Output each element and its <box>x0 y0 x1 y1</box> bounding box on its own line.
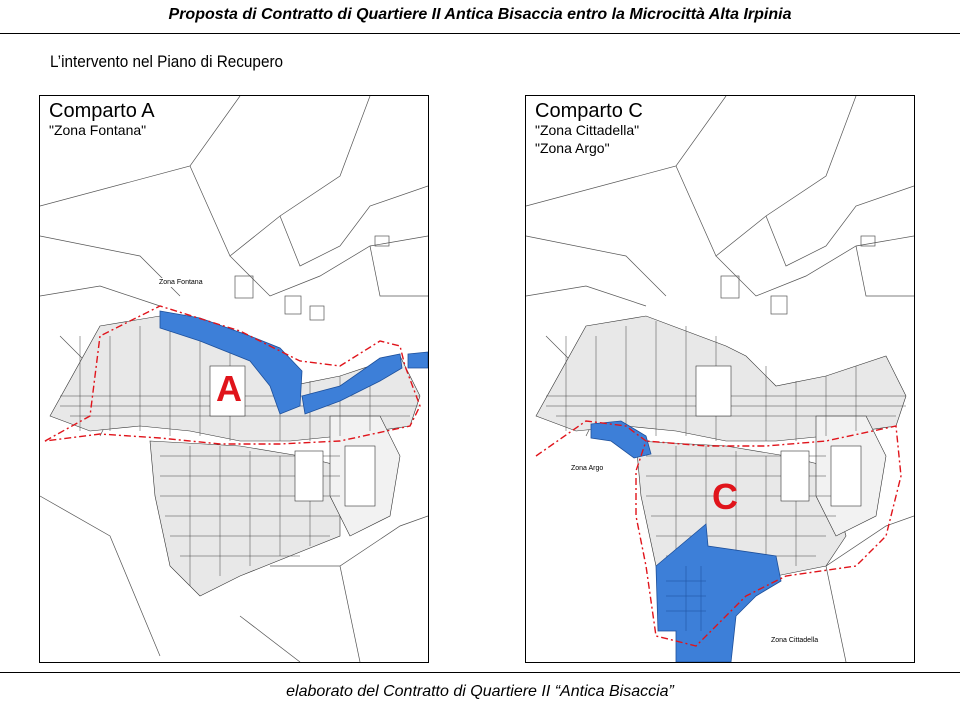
zone-label-argo: Zona Argo <box>568 464 606 473</box>
map-c-drawing <box>526 96 914 662</box>
map-comparto-a <box>39 95 429 663</box>
header-title: Proposta di Contratto di Quartiere II Antica Bisaccia entro la Microcittà Alta Irpinia <box>168 6 792 23</box>
map-c-letter: C <box>712 476 738 517</box>
zone-label-fontana: Zona Fontana <box>156 278 206 287</box>
map-comparto-c <box>525 95 915 663</box>
map-a-subtitle: "Zona Fontana" <box>49 122 147 138</box>
footer-divider <box>0 672 960 673</box>
map-a-title: Comparto A <box>49 100 155 122</box>
zone-label-cittadella: Zona Cittadella <box>768 636 821 645</box>
map-c-title: Comparto C <box>535 100 643 122</box>
map-a-letter: A <box>216 368 242 409</box>
page-subtitle: L’intervento nel Piano di Recupero <box>50 52 284 71</box>
map-c-subtitle-2: "Zona Argo" <box>535 140 610 156</box>
map-c-subtitle-1: "Zona Cittadella" <box>535 122 640 138</box>
footer-credit: elaborato del Contratto di Quartiere II “Antica Bisaccia” <box>286 683 674 700</box>
header-divider <box>0 33 960 34</box>
